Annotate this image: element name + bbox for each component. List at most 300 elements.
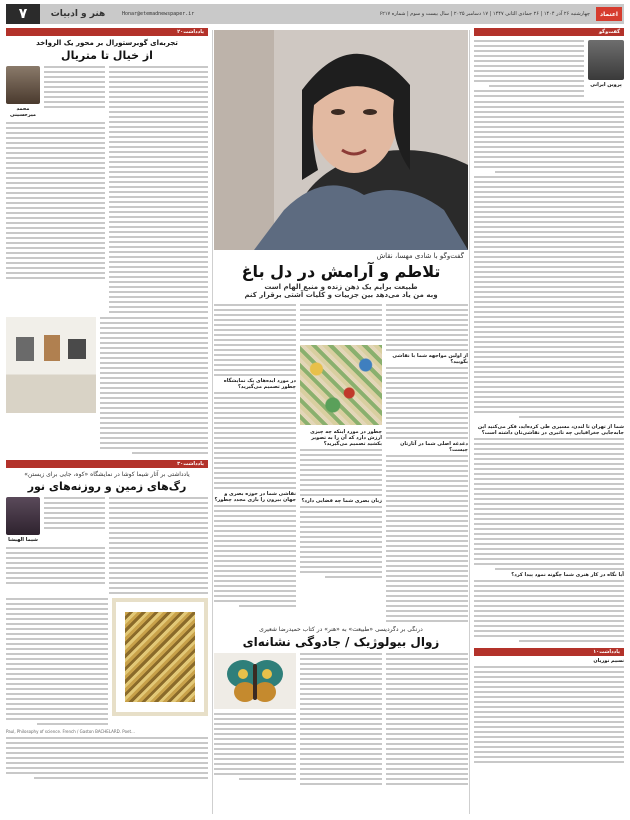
text-line	[6, 703, 108, 705]
text-line	[6, 633, 108, 635]
feature-kicker: گفت‌وگو با شادی مهسا، نقاش	[376, 252, 464, 260]
text-line	[386, 530, 468, 532]
text-line	[474, 691, 624, 693]
text-line	[474, 131, 624, 133]
text-line	[474, 321, 624, 323]
text-line	[6, 708, 108, 710]
text-line	[386, 417, 468, 419]
text-line	[474, 261, 624, 263]
text-line	[386, 600, 468, 602]
text-line	[474, 726, 624, 728]
text-line	[100, 367, 208, 369]
text-line	[44, 96, 105, 98]
text-line	[386, 392, 468, 394]
text-line	[6, 232, 105, 234]
text-line	[100, 417, 208, 419]
right-column	[474, 28, 624, 814]
text-line	[474, 448, 624, 450]
text-line	[474, 473, 624, 475]
text-line	[109, 296, 208, 298]
text-line	[44, 81, 105, 83]
text-line	[214, 422, 296, 424]
text-line	[300, 531, 382, 533]
text-line	[386, 620, 468, 622]
text-line	[474, 513, 624, 515]
text-line	[474, 206, 624, 208]
text-line	[214, 743, 296, 745]
text-line	[44, 76, 105, 78]
text-line	[300, 329, 382, 331]
text-line	[474, 620, 624, 622]
text-line	[100, 372, 208, 374]
text-line	[474, 528, 624, 530]
text-line	[109, 196, 208, 198]
text-line	[474, 746, 624, 748]
text-line	[100, 382, 208, 384]
text-line	[109, 587, 208, 589]
text-line	[214, 412, 296, 414]
text-line	[100, 337, 208, 339]
text-line	[100, 332, 208, 334]
text-line	[386, 455, 468, 457]
text-line	[214, 718, 296, 720]
text-line	[109, 191, 208, 193]
text-line	[386, 703, 468, 705]
text-line	[474, 396, 624, 398]
text-line	[474, 251, 624, 253]
text-line	[386, 668, 468, 670]
text-line	[300, 494, 382, 496]
text-line	[214, 354, 296, 356]
text-line	[100, 317, 208, 319]
text-line	[474, 201, 624, 203]
text-line	[100, 402, 208, 404]
text-line	[300, 489, 382, 491]
website[interactable]: Honar@etemadnewspaper.ir	[122, 11, 195, 17]
text-line	[300, 718, 382, 720]
text-line	[214, 482, 296, 484]
text-line	[386, 743, 468, 745]
note-label-1: یادداشت۲۰	[6, 28, 208, 36]
interview-question: از اولین مواجهه شما با نقاشی بگویید؟	[392, 353, 468, 365]
text-line	[386, 580, 468, 582]
text-line	[6, 628, 108, 630]
text-line	[474, 630, 624, 632]
text-line	[6, 618, 108, 620]
text-line	[44, 101, 105, 103]
bottom-title: زوال بیولوژیک / جادوگی نشانه‌ای	[242, 635, 440, 649]
text-line	[300, 314, 382, 316]
interview-question: دغدغه اصلی شما در آثارتان چیست؟	[400, 441, 468, 453]
text-line	[100, 362, 208, 364]
text-line	[474, 291, 624, 293]
text-line	[109, 507, 208, 509]
text-line	[214, 728, 296, 730]
text-line	[300, 668, 382, 670]
text-line	[6, 688, 108, 690]
text-line	[109, 126, 208, 128]
text-line	[6, 698, 108, 700]
text-line	[474, 196, 624, 198]
text-line	[300, 733, 382, 735]
bottom-feature	[214, 626, 468, 814]
text-line	[474, 256, 624, 258]
text-line	[474, 585, 624, 587]
text-line	[474, 311, 624, 313]
text-line	[109, 567, 208, 569]
text-line	[6, 202, 105, 204]
text-line	[6, 172, 105, 174]
text-line	[474, 453, 624, 455]
text-line	[100, 357, 208, 359]
text-line	[300, 783, 382, 785]
text-line	[474, 306, 624, 308]
text-line	[109, 91, 208, 93]
text-line	[109, 286, 208, 288]
text-line	[6, 718, 108, 720]
text-line	[386, 783, 468, 785]
text-line	[386, 673, 468, 675]
text-line	[474, 498, 624, 500]
text-line	[386, 753, 468, 755]
text-line	[100, 447, 208, 449]
text-line	[214, 535, 296, 537]
text-line	[109, 186, 208, 188]
text-line	[386, 728, 468, 730]
text-line	[386, 470, 468, 472]
text-line	[100, 392, 208, 394]
text-line	[386, 688, 468, 690]
text-line	[109, 211, 208, 213]
text-line	[474, 276, 624, 278]
text-line	[300, 748, 382, 750]
text-line	[300, 536, 382, 538]
text-line	[474, 146, 624, 148]
gallery-photo	[6, 317, 96, 413]
text-line	[386, 605, 468, 607]
text-line	[109, 256, 208, 258]
text-line	[109, 271, 208, 273]
text-line	[214, 565, 296, 567]
text-line	[386, 432, 468, 434]
text-line	[474, 595, 624, 597]
text-line	[300, 464, 382, 466]
author-name: پروین ایرانی	[590, 82, 622, 88]
text-line	[109, 131, 208, 133]
text-line	[474, 186, 624, 188]
text-line	[214, 477, 296, 479]
text-line	[44, 517, 105, 519]
text-line	[474, 438, 624, 440]
text-line	[6, 127, 105, 129]
text-line	[109, 502, 208, 504]
text-line	[6, 262, 105, 264]
text-line	[100, 397, 208, 399]
text-line	[300, 566, 382, 568]
text-line	[214, 402, 296, 404]
text-line	[109, 562, 208, 564]
text-line	[386, 733, 468, 735]
text-line	[386, 339, 468, 341]
text-line	[214, 580, 296, 582]
text-line	[6, 257, 105, 259]
question: آیا نگاه در کار هنری شما چگونه نمود پیدا کرد؟	[511, 572, 624, 578]
text-line	[6, 197, 105, 199]
text-line	[109, 76, 208, 78]
text-line	[474, 483, 624, 485]
text-line	[109, 311, 208, 313]
text-line	[474, 761, 624, 763]
text-line	[44, 66, 105, 68]
text-line	[300, 743, 382, 745]
portrait-illustration	[214, 30, 468, 250]
text-line	[474, 580, 624, 582]
text-line	[109, 251, 208, 253]
text-line	[6, 177, 105, 179]
text-line	[386, 314, 468, 316]
text-line	[386, 485, 468, 487]
text-line	[214, 339, 296, 341]
text-line	[300, 516, 382, 518]
text-line	[300, 768, 382, 770]
text-line	[44, 91, 105, 93]
text-line	[386, 490, 468, 492]
text-line	[300, 571, 382, 573]
text-line	[214, 550, 296, 552]
text-line	[6, 772, 208, 774]
text-line	[386, 460, 468, 462]
section-label: گفت‌وگو	[474, 28, 624, 36]
text-line	[214, 447, 296, 449]
text-line	[300, 758, 382, 760]
text-line	[474, 111, 624, 113]
butterfly-icon	[225, 656, 285, 706]
text-line	[474, 191, 624, 193]
text-line	[100, 412, 208, 414]
text-line	[300, 713, 382, 715]
feature-title: تلاطم و آرامش در دل باغ	[241, 262, 441, 281]
text-line	[6, 552, 105, 554]
text-line	[6, 222, 105, 224]
text-line	[474, 381, 624, 383]
feature-subtitle-2: وبه من یاد می‌دهد بین جزییات و کلیات آشتی برقرار کنم	[244, 291, 438, 299]
text-line	[474, 590, 624, 592]
text-line	[300, 454, 382, 456]
text-line	[109, 291, 208, 293]
text-line	[214, 590, 296, 592]
text-line	[474, 301, 624, 303]
text-line	[6, 227, 105, 229]
text-line	[44, 497, 105, 499]
text-line	[474, 468, 624, 470]
text-line	[474, 706, 624, 708]
text-line	[386, 773, 468, 775]
newspaper-logo: اعتماد	[596, 7, 622, 21]
text-line	[6, 693, 108, 695]
text-line	[386, 480, 468, 482]
text-line	[474, 346, 624, 348]
text-line	[109, 106, 208, 108]
text-line	[6, 582, 105, 584]
text-line	[6, 757, 208, 759]
text-line	[474, 266, 624, 268]
text-line	[6, 182, 105, 184]
text-line	[300, 551, 382, 553]
text-line	[474, 241, 624, 243]
text-line	[214, 344, 296, 346]
text-line	[109, 241, 208, 243]
text-line	[6, 668, 108, 670]
text-line	[100, 407, 208, 409]
text-line	[109, 522, 208, 524]
text-line	[214, 437, 296, 439]
text-line	[386, 377, 468, 379]
text-line	[386, 748, 468, 750]
text-line	[300, 561, 382, 563]
text-line	[6, 742, 208, 744]
text-line	[6, 132, 105, 134]
text-line	[300, 658, 382, 660]
text-line	[474, 610, 624, 612]
text-line	[300, 763, 382, 765]
text-line	[474, 326, 624, 328]
text-line	[474, 356, 624, 358]
text-line	[214, 319, 296, 321]
text-line	[386, 475, 468, 477]
text-line	[386, 520, 468, 522]
text-line	[474, 401, 624, 403]
text-line	[474, 721, 624, 723]
text-line	[239, 778, 296, 780]
page-number: ۷	[6, 4, 40, 24]
text-line	[474, 361, 624, 363]
text-line	[214, 510, 296, 512]
text-line	[109, 206, 208, 208]
text-line	[109, 66, 208, 68]
article-kicker-1: تجربه‌ای گوبرستورال بر محور یک الرواخد	[36, 39, 178, 47]
text-line	[386, 550, 468, 552]
text-line	[300, 541, 382, 543]
text-line	[6, 557, 105, 559]
text-line	[109, 547, 208, 549]
date-line: چهارشنبه ۲۶ آذر ۱۴۰۴ | ۲۶ جمادی الثانی ۱۴۴۷ | ۱۷ دسامبر ۲۰۲۵ | سال بیست و سوم | شماره ۶۲۱۷	[379, 11, 590, 17]
text-line	[386, 329, 468, 331]
text-line	[109, 236, 208, 238]
feature-body	[214, 304, 468, 622]
text-line	[474, 271, 624, 273]
artwork-framed	[112, 598, 208, 716]
text-line	[386, 344, 468, 346]
text-line	[474, 686, 624, 688]
text-line	[474, 336, 624, 338]
text-line	[214, 560, 296, 562]
text-line	[6, 147, 105, 149]
text-line	[386, 565, 468, 567]
text-line	[109, 577, 208, 579]
text-line	[214, 515, 296, 517]
text-line	[474, 463, 624, 465]
butterfly-image	[214, 653, 296, 709]
text-line	[109, 166, 208, 168]
text-line	[300, 319, 382, 321]
text-line	[44, 502, 105, 504]
text-line	[474, 671, 624, 673]
text-line	[214, 753, 296, 755]
text-line	[474, 286, 624, 288]
text-line	[386, 367, 468, 369]
text-line	[474, 696, 624, 698]
text-line	[474, 625, 624, 627]
text-line	[474, 543, 624, 545]
text-line	[300, 708, 382, 710]
text-line	[214, 570, 296, 572]
text-line	[386, 412, 468, 414]
text-line	[44, 507, 105, 509]
text-line	[474, 236, 624, 238]
text-line	[474, 296, 624, 298]
text-line	[386, 678, 468, 680]
text-line	[6, 598, 108, 600]
text-line	[474, 116, 624, 118]
text-line	[109, 261, 208, 263]
text-line	[109, 96, 208, 98]
text-line	[474, 65, 584, 67]
text-line	[6, 577, 105, 579]
text-line	[6, 247, 105, 249]
text-line	[386, 304, 468, 306]
text-line	[6, 162, 105, 164]
text-line	[474, 161, 624, 163]
text-line	[386, 718, 468, 720]
text-line	[44, 71, 105, 73]
text-line	[100, 347, 208, 349]
text-line	[474, 605, 624, 607]
text-line	[300, 678, 382, 680]
text-line	[6, 122, 105, 124]
text-line	[100, 352, 208, 354]
text-line	[214, 452, 296, 454]
text-line	[100, 387, 208, 389]
text-line	[386, 495, 468, 497]
text-line	[474, 553, 624, 555]
text-line	[214, 525, 296, 527]
text-line	[386, 372, 468, 374]
text-line	[44, 106, 105, 108]
text-line	[6, 547, 105, 549]
text-line	[214, 467, 296, 469]
text-line	[6, 613, 108, 615]
text-line	[474, 231, 624, 233]
text-line	[474, 548, 624, 550]
text-line	[386, 590, 468, 592]
text-line	[109, 557, 208, 559]
text-line	[474, 391, 624, 393]
text-line	[386, 500, 468, 502]
text-line	[474, 40, 584, 42]
text-line	[474, 666, 624, 668]
text-line	[474, 386, 624, 388]
text-line	[386, 698, 468, 700]
text-line	[474, 716, 624, 718]
text-line	[300, 773, 382, 775]
text-line	[386, 683, 468, 685]
text-line	[214, 505, 296, 507]
text-line	[474, 731, 624, 733]
text-line	[474, 600, 624, 602]
text-line	[386, 505, 468, 507]
text-line	[214, 374, 296, 376]
text-line	[214, 364, 296, 366]
